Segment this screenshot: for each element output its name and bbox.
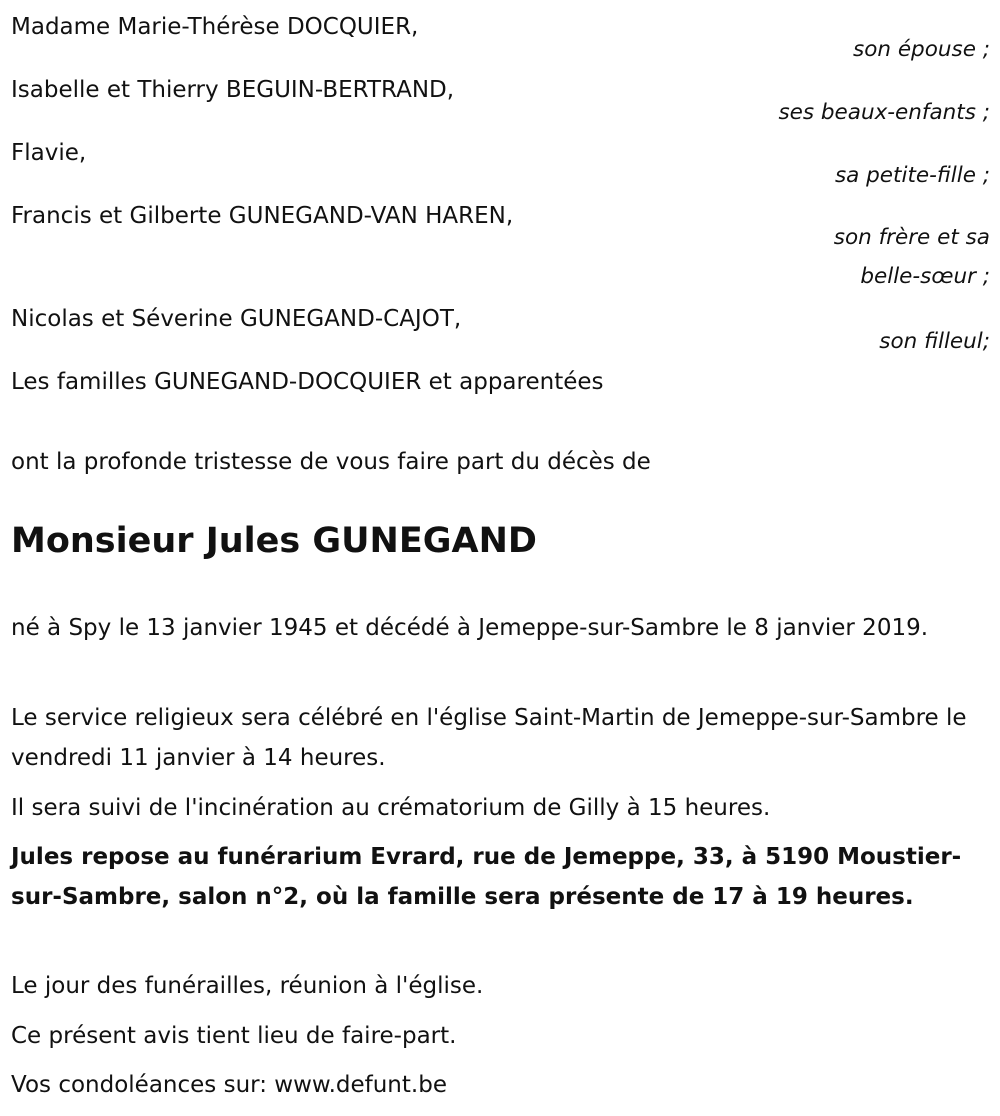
announcement-intro: ont la profonde tristesse de vous faire part du décès de xyxy=(11,449,651,475)
birth-death-text: né à Spy le 13 janvier 1945 et décédé à Jemeppe-sur-Sambre le 8 janvier 2019. xyxy=(11,615,929,641)
funerarium-text: Jules repose au funérarium Evrard, rue de Jemeppe, 33, à 5190 Moustier-sur-Sambre, salon n°2, où la famille sera présente de 17 à 19 heures. xyxy=(11,844,962,910)
meeting-text: Le jour des funérailles, réunion à l'église. xyxy=(11,973,484,999)
family-name-spouse: Madame Marie-Thérèse DOCQUIER, xyxy=(11,14,419,40)
relation-spouse: son épouse ; xyxy=(853,37,990,62)
family-name-godson: Nicolas et Séverine GUNEGAND-CAJOT, xyxy=(11,306,462,332)
deceased-name: Monsieur Jules GUNEGAND xyxy=(11,521,537,561)
service-text: Le service religieux sera célébré en l'église Saint-Martin de Jemeppe-sur-Sambre le vendredi 11 janvier à 14 heures. xyxy=(11,705,967,771)
relation-stepchildren: ses beaux-enfants ; xyxy=(778,100,990,125)
families-line: Les familles GUNEGAND-DOCQUIER et apparentées xyxy=(11,369,604,395)
family-name-granddaughter: Flavie, xyxy=(11,140,87,166)
relation-brother-line1: son frère et sa xyxy=(833,225,990,250)
notice-text: Ce présent avis tient lieu de faire-part. xyxy=(11,1023,457,1049)
family-name-stepchildren: Isabelle et Thierry BEGUIN-BERTRAND, xyxy=(11,77,455,103)
cremation-text: Il sera suivi de l'incinération au crématorium de Gilly à 15 heures. xyxy=(11,795,771,821)
relation-godson: son filleul; xyxy=(879,329,990,354)
relation-granddaughter: sa petite-fille ; xyxy=(834,163,990,188)
family-name-brother: Francis et Gilberte GUNEGAND-VAN HAREN, xyxy=(11,203,514,229)
condolences-text: Vos condoléances sur: www.defunt.be xyxy=(11,1072,447,1098)
relation-brother-line2: belle-sœur ; xyxy=(860,264,990,289)
